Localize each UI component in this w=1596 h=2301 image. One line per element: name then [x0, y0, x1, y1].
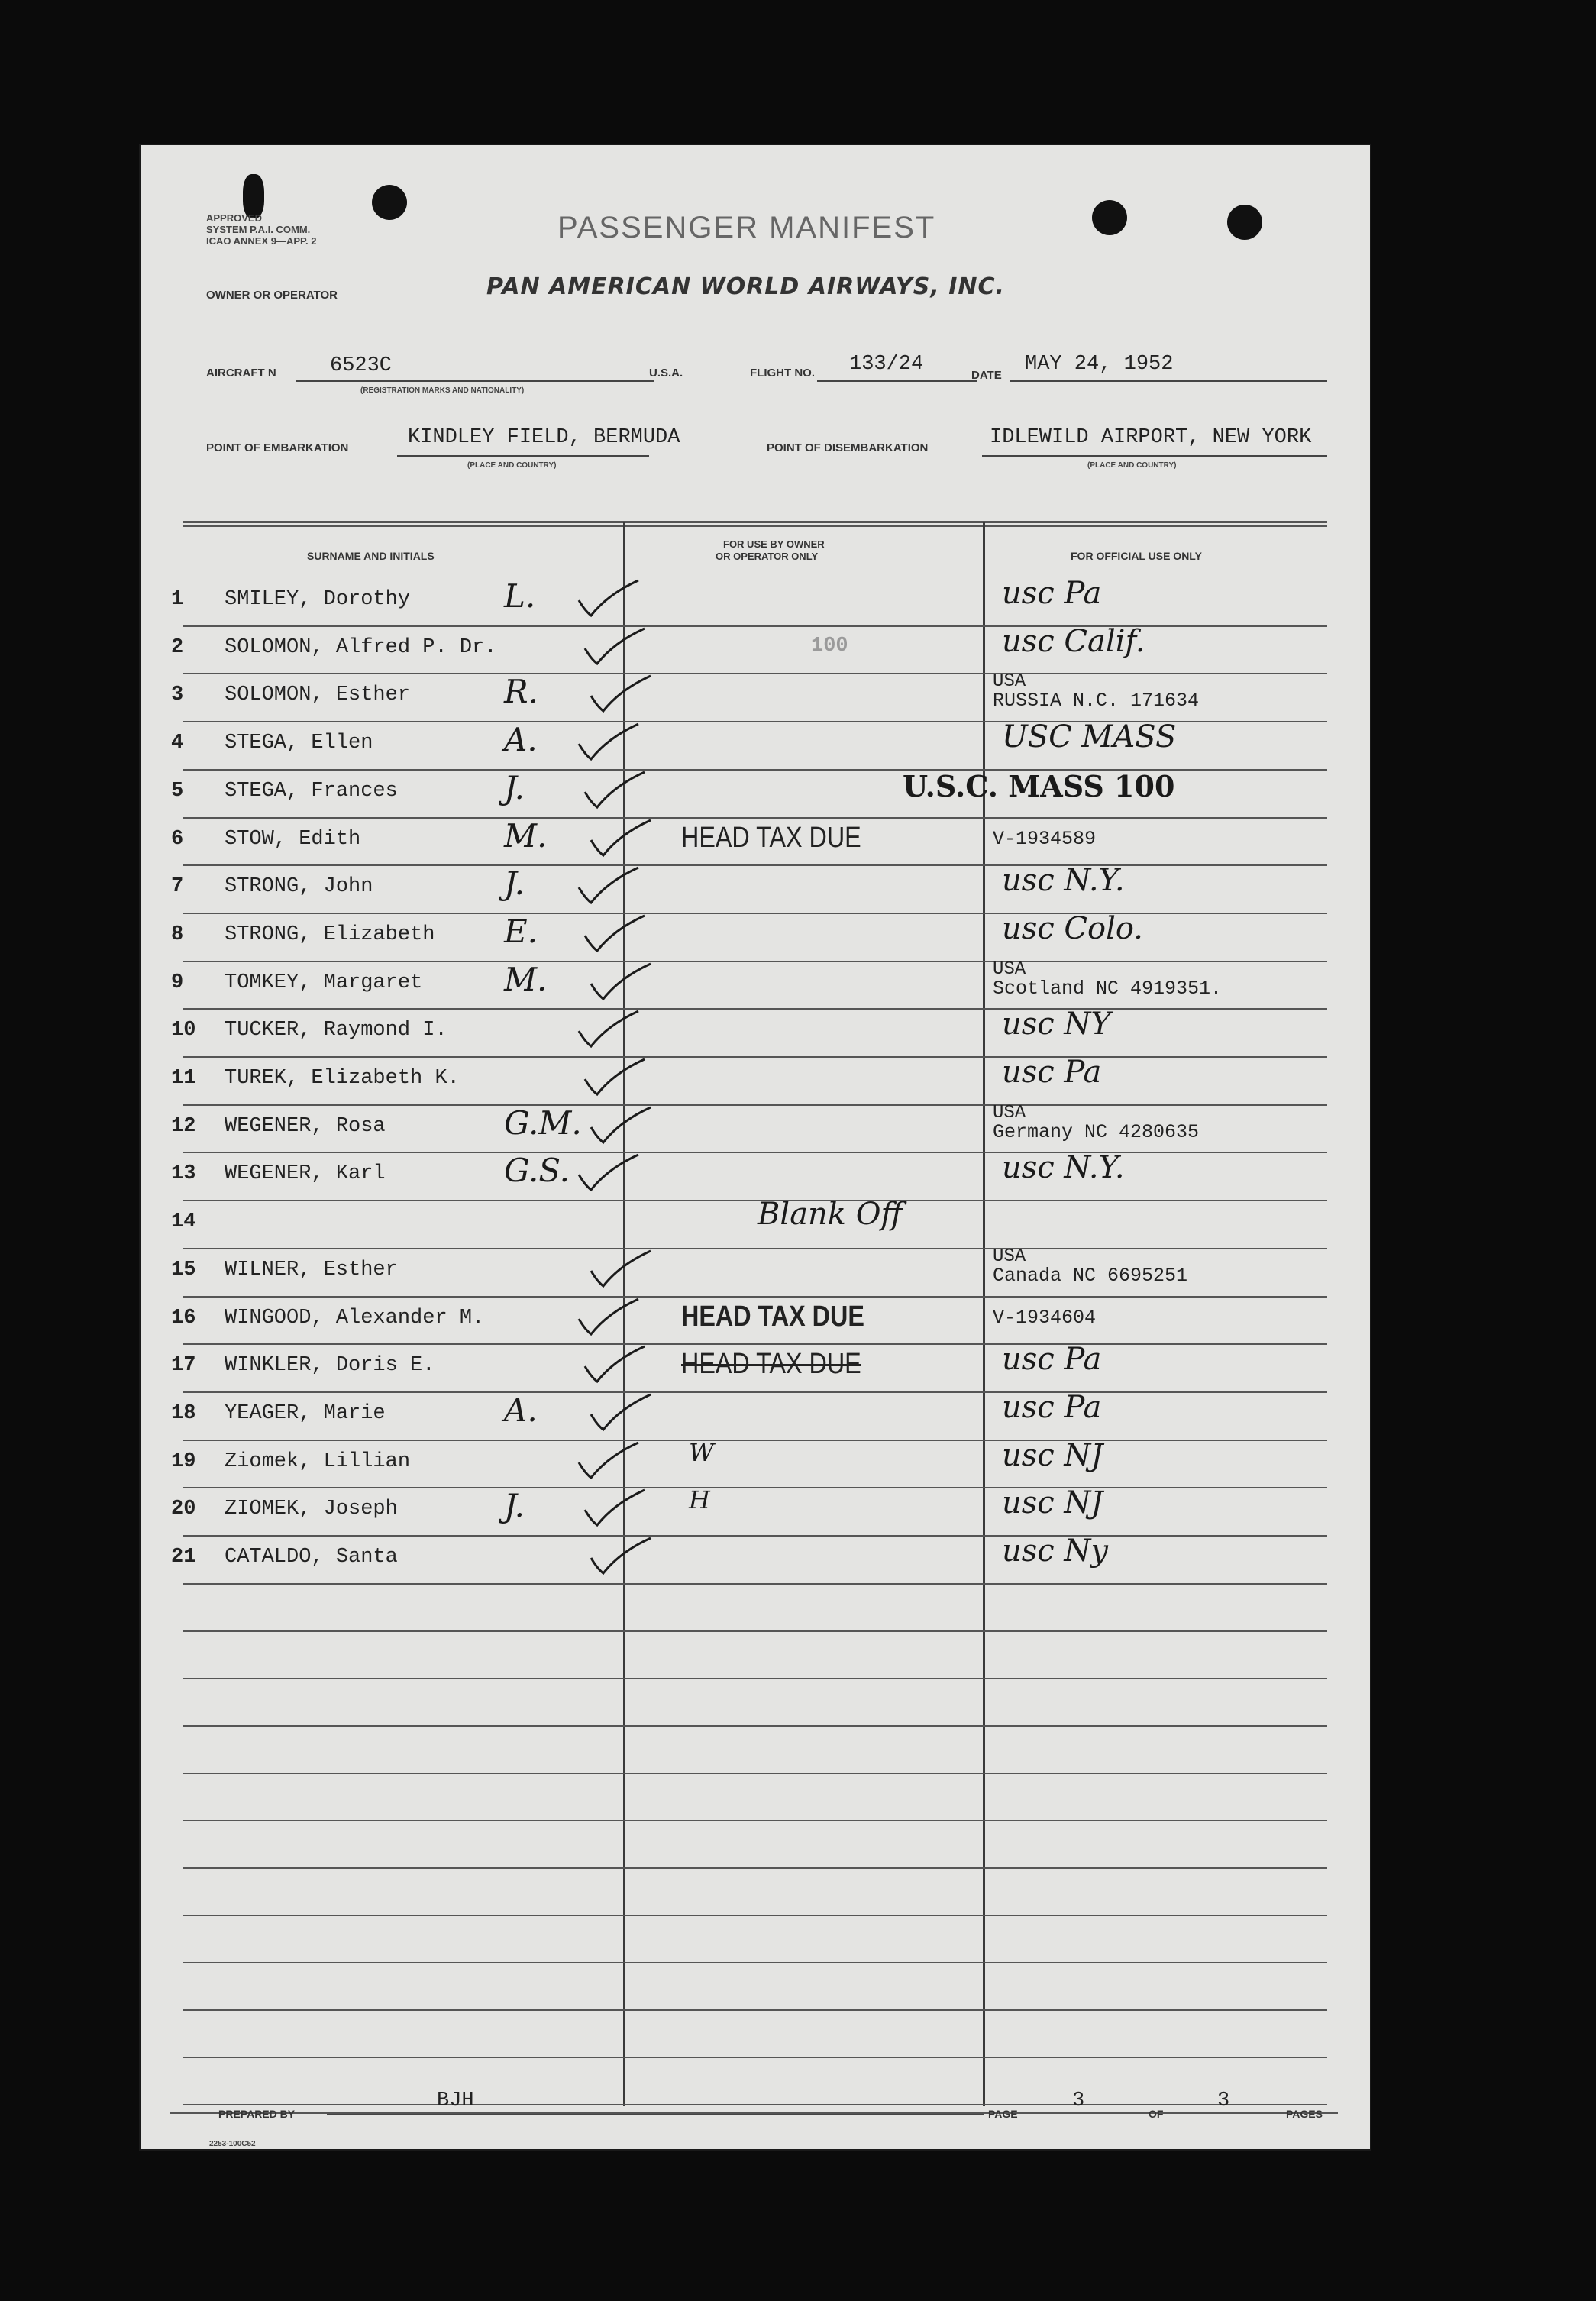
passenger-initial-handwritten: J. — [504, 768, 525, 806]
table-row — [139, 1197, 1371, 1251]
passenger-name: SOLOMON, Esther — [225, 684, 411, 707]
head-tax-stamp: HEAD TAX DUE — [681, 821, 861, 854]
row-rule — [183, 1440, 1327, 1441]
official-handwritten: usc Ny — [1002, 1533, 1109, 1569]
table-row — [139, 910, 1371, 964]
row-rule — [183, 1104, 1327, 1106]
punch-hole — [1092, 200, 1127, 235]
official-handwritten: usc Pa — [1002, 1342, 1102, 1378]
prepared-by-label: PREPARED BY — [218, 2108, 296, 2120]
passenger-name: TUREK, Elizabeth K. — [225, 1067, 460, 1090]
official-line1: USA — [993, 1246, 1026, 1267]
passenger-initial-handwritten: M. — [504, 816, 548, 855]
check-mark-icon — [574, 1008, 643, 1051]
row-number: 6 — [171, 827, 184, 851]
passenger-name: TUCKER, Raymond I. — [225, 1019, 447, 1042]
disembark-caption: (PLACE AND COUNTRY) — [1087, 461, 1177, 470]
check-mark-icon — [574, 864, 643, 907]
check-mark-icon — [574, 577, 643, 620]
row-number: 3 — [171, 684, 184, 707]
table-row — [139, 1055, 1371, 1107]
row-number: 19 — [171, 1449, 196, 1473]
check-mark-icon — [580, 1487, 649, 1530]
passenger-initial-handwritten: E. — [504, 912, 538, 950]
official-handwritten: usc N.Y. — [1002, 863, 1125, 899]
row-number: 10 — [171, 1019, 196, 1042]
row-number: 21 — [171, 1546, 196, 1569]
passenger-name: STRONG, John — [225, 875, 373, 899]
row-rule — [183, 1535, 1327, 1537]
date-value: MAY 24, 1952 — [1025, 353, 1174, 376]
disembark-label: POINT OF DISEMBARKATION — [767, 441, 929, 454]
flight-value: 133/24 — [849, 353, 924, 376]
passenger-initial-handwritten: G.S. — [504, 1152, 570, 1190]
aircraft-value: 6523C — [330, 354, 393, 377]
table-row — [139, 1342, 1371, 1394]
row-rule — [183, 1962, 1327, 1963]
check-mark-icon — [574, 1296, 643, 1339]
passenger-name: WINGOOD, Alexander M. — [225, 1306, 485, 1330]
row-rule — [183, 1630, 1327, 1632]
row-rule — [183, 1678, 1327, 1679]
check-mark-icon — [580, 1056, 649, 1099]
disembark-value: IDLEWILD AIRPORT, NEW YORK — [990, 426, 1312, 449]
table-row — [139, 623, 1371, 677]
table-row — [139, 1533, 1371, 1586]
row-rule — [183, 913, 1327, 914]
embark-value: KINDLEY FIELD, BERMUDA — [408, 426, 680, 449]
approval-line: APPROVED — [206, 212, 262, 224]
page-label: PAGE — [988, 2108, 1018, 2120]
passenger-name: SMILEY, Dorothy — [225, 588, 411, 611]
official-handwritten: U.S.C. MASS 100 — [903, 768, 1175, 803]
row-number: 20 — [171, 1498, 196, 1521]
table-row — [139, 863, 1371, 916]
check-mark-icon — [586, 1248, 655, 1291]
owner-value: PAN AMERICAN WORLD AIRWAYS, INC. — [486, 273, 1005, 300]
row-rule — [183, 2104, 1327, 2105]
row-number: 13 — [171, 1162, 196, 1186]
table-row — [139, 1389, 1371, 1443]
official-text: Scotland NC 4919351. — [993, 977, 1223, 1000]
row-number: 9 — [171, 971, 184, 994]
official-handwritten: usc Colo. — [1002, 910, 1143, 946]
of-value: 3 — [1217, 2089, 1230, 2112]
check-mark-icon — [586, 1104, 655, 1147]
official-text: V-1934604 — [993, 1306, 1097, 1329]
passenger-name: CATALDO, Santa — [225, 1546, 398, 1569]
row-rule — [183, 1391, 1327, 1393]
table-row — [139, 768, 1371, 820]
passenger-name: TOMKEY, Margaret — [225, 971, 423, 994]
prepared-by-value: BJH — [437, 2089, 474, 2112]
owner-note: 100 — [811, 634, 848, 658]
form-title: PASSENGER MANIFEST — [557, 211, 936, 244]
col-header-official: FOR OFFICIAL USE ONLY — [1071, 550, 1202, 562]
passenger-name: WILNER, Esther — [225, 1258, 398, 1281]
passenger-initial-handwritten: R. — [504, 673, 538, 711]
row-number: 15 — [171, 1258, 196, 1281]
punch-hole — [372, 185, 407, 220]
table-row — [139, 719, 1371, 772]
row-number: 14 — [171, 1210, 196, 1234]
check-mark-icon — [580, 1343, 649, 1386]
official-text: Germany NC 4280635 — [993, 1120, 1200, 1143]
passenger-name: WEGENER, Karl — [225, 1162, 386, 1186]
passenger-initial-handwritten: A. — [504, 721, 538, 759]
check-mark-icon — [586, 817, 655, 860]
passenger-name: Ziomek, Lillian — [225, 1449, 411, 1473]
table-row — [139, 1485, 1371, 1538]
form-number: 2253-100C52 — [209, 2140, 256, 2148]
head-tax-stamp: HEAD TAX DUE — [681, 1348, 861, 1381]
official-line1: USA — [993, 671, 1026, 693]
owner-note: W — [689, 1437, 714, 1467]
approval-line: ICAO ANNEX 9—APP. 2 — [206, 235, 317, 247]
row-number: 2 — [171, 635, 184, 659]
row-rule — [183, 1725, 1327, 1727]
row-rule — [183, 1915, 1327, 1916]
usa-label: U.S.A. — [649, 367, 683, 380]
row-number: 18 — [171, 1401, 196, 1425]
row-number: 12 — [171, 1114, 196, 1138]
row-number: 11 — [171, 1067, 196, 1090]
check-mark-icon — [574, 1152, 643, 1194]
flight-label: FLIGHT NO. — [750, 367, 815, 380]
official-handwritten: usc Calif. — [1002, 623, 1145, 659]
row-rule — [183, 1583, 1327, 1585]
row-rule — [183, 1008, 1327, 1010]
row-rule — [183, 673, 1327, 674]
official-text: V-1934589 — [993, 827, 1097, 850]
row-rule — [183, 2057, 1327, 2058]
check-mark-icon — [586, 1391, 655, 1434]
official-text: RUSSIA N.C. 171634 — [993, 690, 1200, 713]
official-handwritten: usc N.Y. — [1002, 1150, 1125, 1186]
row-rule — [183, 1867, 1327, 1869]
of-label: OF — [1149, 2108, 1164, 2120]
table-row — [139, 576, 1371, 629]
passenger-name: WEGENER, Rosa — [225, 1114, 386, 1138]
col-header-owner-1: FOR USE BY OWNER — [723, 538, 825, 550]
owner-label: OWNER OR OPERATOR — [206, 289, 338, 302]
check-mark-icon — [586, 673, 655, 716]
passenger-name: STEGA, Frances — [225, 779, 398, 803]
manifest-sheet — [139, 144, 1371, 2151]
date-label: DATE — [971, 369, 1002, 382]
pages-label: PAGES — [1286, 2108, 1323, 2120]
table-row — [139, 1102, 1371, 1155]
passenger-name: YEAGER, Marie — [225, 1401, 386, 1425]
row-rule — [183, 625, 1327, 627]
registration-caption: (REGISTRATION MARKS AND NATIONALITY) — [360, 386, 525, 395]
table-row — [139, 1007, 1371, 1059]
row-rule — [183, 1152, 1327, 1153]
table-row — [139, 958, 1371, 1012]
check-mark-icon — [580, 769, 649, 812]
official-handwritten: usc Pa — [1002, 1055, 1102, 1090]
passenger-name: STOW, Edith — [225, 827, 361, 851]
row-number: 16 — [171, 1306, 196, 1330]
approval-line: SYSTEM P.A.I. COMM. — [206, 224, 311, 235]
embark-label: POINT OF EMBARKATION — [206, 441, 349, 454]
row-rule — [183, 1487, 1327, 1488]
passenger-initial-handwritten: J. — [504, 864, 525, 903]
aircraft-label: AIRCRAFT N — [206, 367, 276, 380]
official-handwritten: usc NJ — [1002, 1485, 1103, 1521]
row-number: 1 — [171, 588, 184, 611]
official-line1: USA — [993, 1102, 1026, 1123]
passenger-name: WINKLER, Doris E. — [225, 1354, 435, 1378]
row-rule — [183, 1056, 1327, 1058]
row-rule — [183, 961, 1327, 962]
passenger-name: STRONG, Elizabeth — [225, 923, 435, 946]
table-row — [139, 1150, 1371, 1203]
passenger-name: SOLOMON, Alfred P. Dr. — [225, 635, 497, 659]
row-rule — [183, 1820, 1327, 1821]
row-rule — [183, 1296, 1327, 1298]
table-row — [139, 1299, 1371, 1347]
passenger-name: STEGA, Ellen — [225, 732, 373, 755]
row-number: 17 — [171, 1354, 196, 1378]
table-row — [139, 1437, 1371, 1491]
row-rule — [183, 1773, 1327, 1774]
row-number: 8 — [171, 923, 184, 946]
col-header-surname: SURNAME AND INITIALS — [307, 550, 435, 562]
check-mark-icon — [574, 1440, 643, 1482]
passenger-initial-handwritten: L. — [504, 577, 536, 615]
row-rule — [183, 817, 1327, 819]
official-handwritten: usc NJ — [1002, 1437, 1103, 1473]
row-rule — [183, 1343, 1327, 1345]
table-row — [139, 1246, 1371, 1299]
check-mark-icon — [580, 913, 649, 955]
check-mark-icon — [574, 721, 643, 764]
owner-note: H — [689, 1485, 710, 1515]
row-rule — [183, 1248, 1327, 1249]
col-header-owner-2: OR OPERATOR ONLY — [716, 551, 819, 562]
official-handwritten: USC MASS — [1002, 719, 1177, 755]
punch-hole — [1227, 205, 1262, 240]
passenger-initial-handwritten: J. — [504, 1487, 525, 1525]
row-rule — [183, 864, 1327, 866]
passenger-name: ZIOMEK, Joseph — [225, 1498, 398, 1521]
embark-caption: (PLACE AND COUNTRY) — [467, 461, 557, 470]
official-handwritten: usc Pa — [1002, 576, 1102, 611]
passenger-initial-handwritten: M. — [504, 960, 548, 998]
table-row — [139, 671, 1371, 724]
page-value: 3 — [1072, 2089, 1085, 2112]
owner-note-handwritten: Blank Off — [758, 1197, 903, 1233]
official-handwritten: usc Pa — [1002, 1389, 1102, 1425]
row-number: 7 — [171, 875, 184, 899]
head-tax-stamp: HEAD TAX DUE — [681, 1300, 864, 1333]
official-line1: USA — [993, 958, 1026, 980]
table-row — [139, 816, 1371, 868]
official-text: Canada NC 6695251 — [993, 1264, 1188, 1287]
row-number: 5 — [171, 779, 184, 803]
passenger-initial-handwritten: G.M. — [504, 1104, 582, 1142]
row-rule — [183, 1200, 1327, 1201]
passenger-initial-handwritten: A. — [504, 1391, 538, 1429]
check-mark-icon — [586, 1535, 655, 1578]
row-number: 4 — [171, 732, 184, 755]
check-mark-icon — [586, 961, 655, 1003]
row-rule — [183, 2009, 1327, 2011]
official-handwritten: usc NY — [1002, 1007, 1111, 1042]
check-mark-icon — [580, 625, 649, 668]
